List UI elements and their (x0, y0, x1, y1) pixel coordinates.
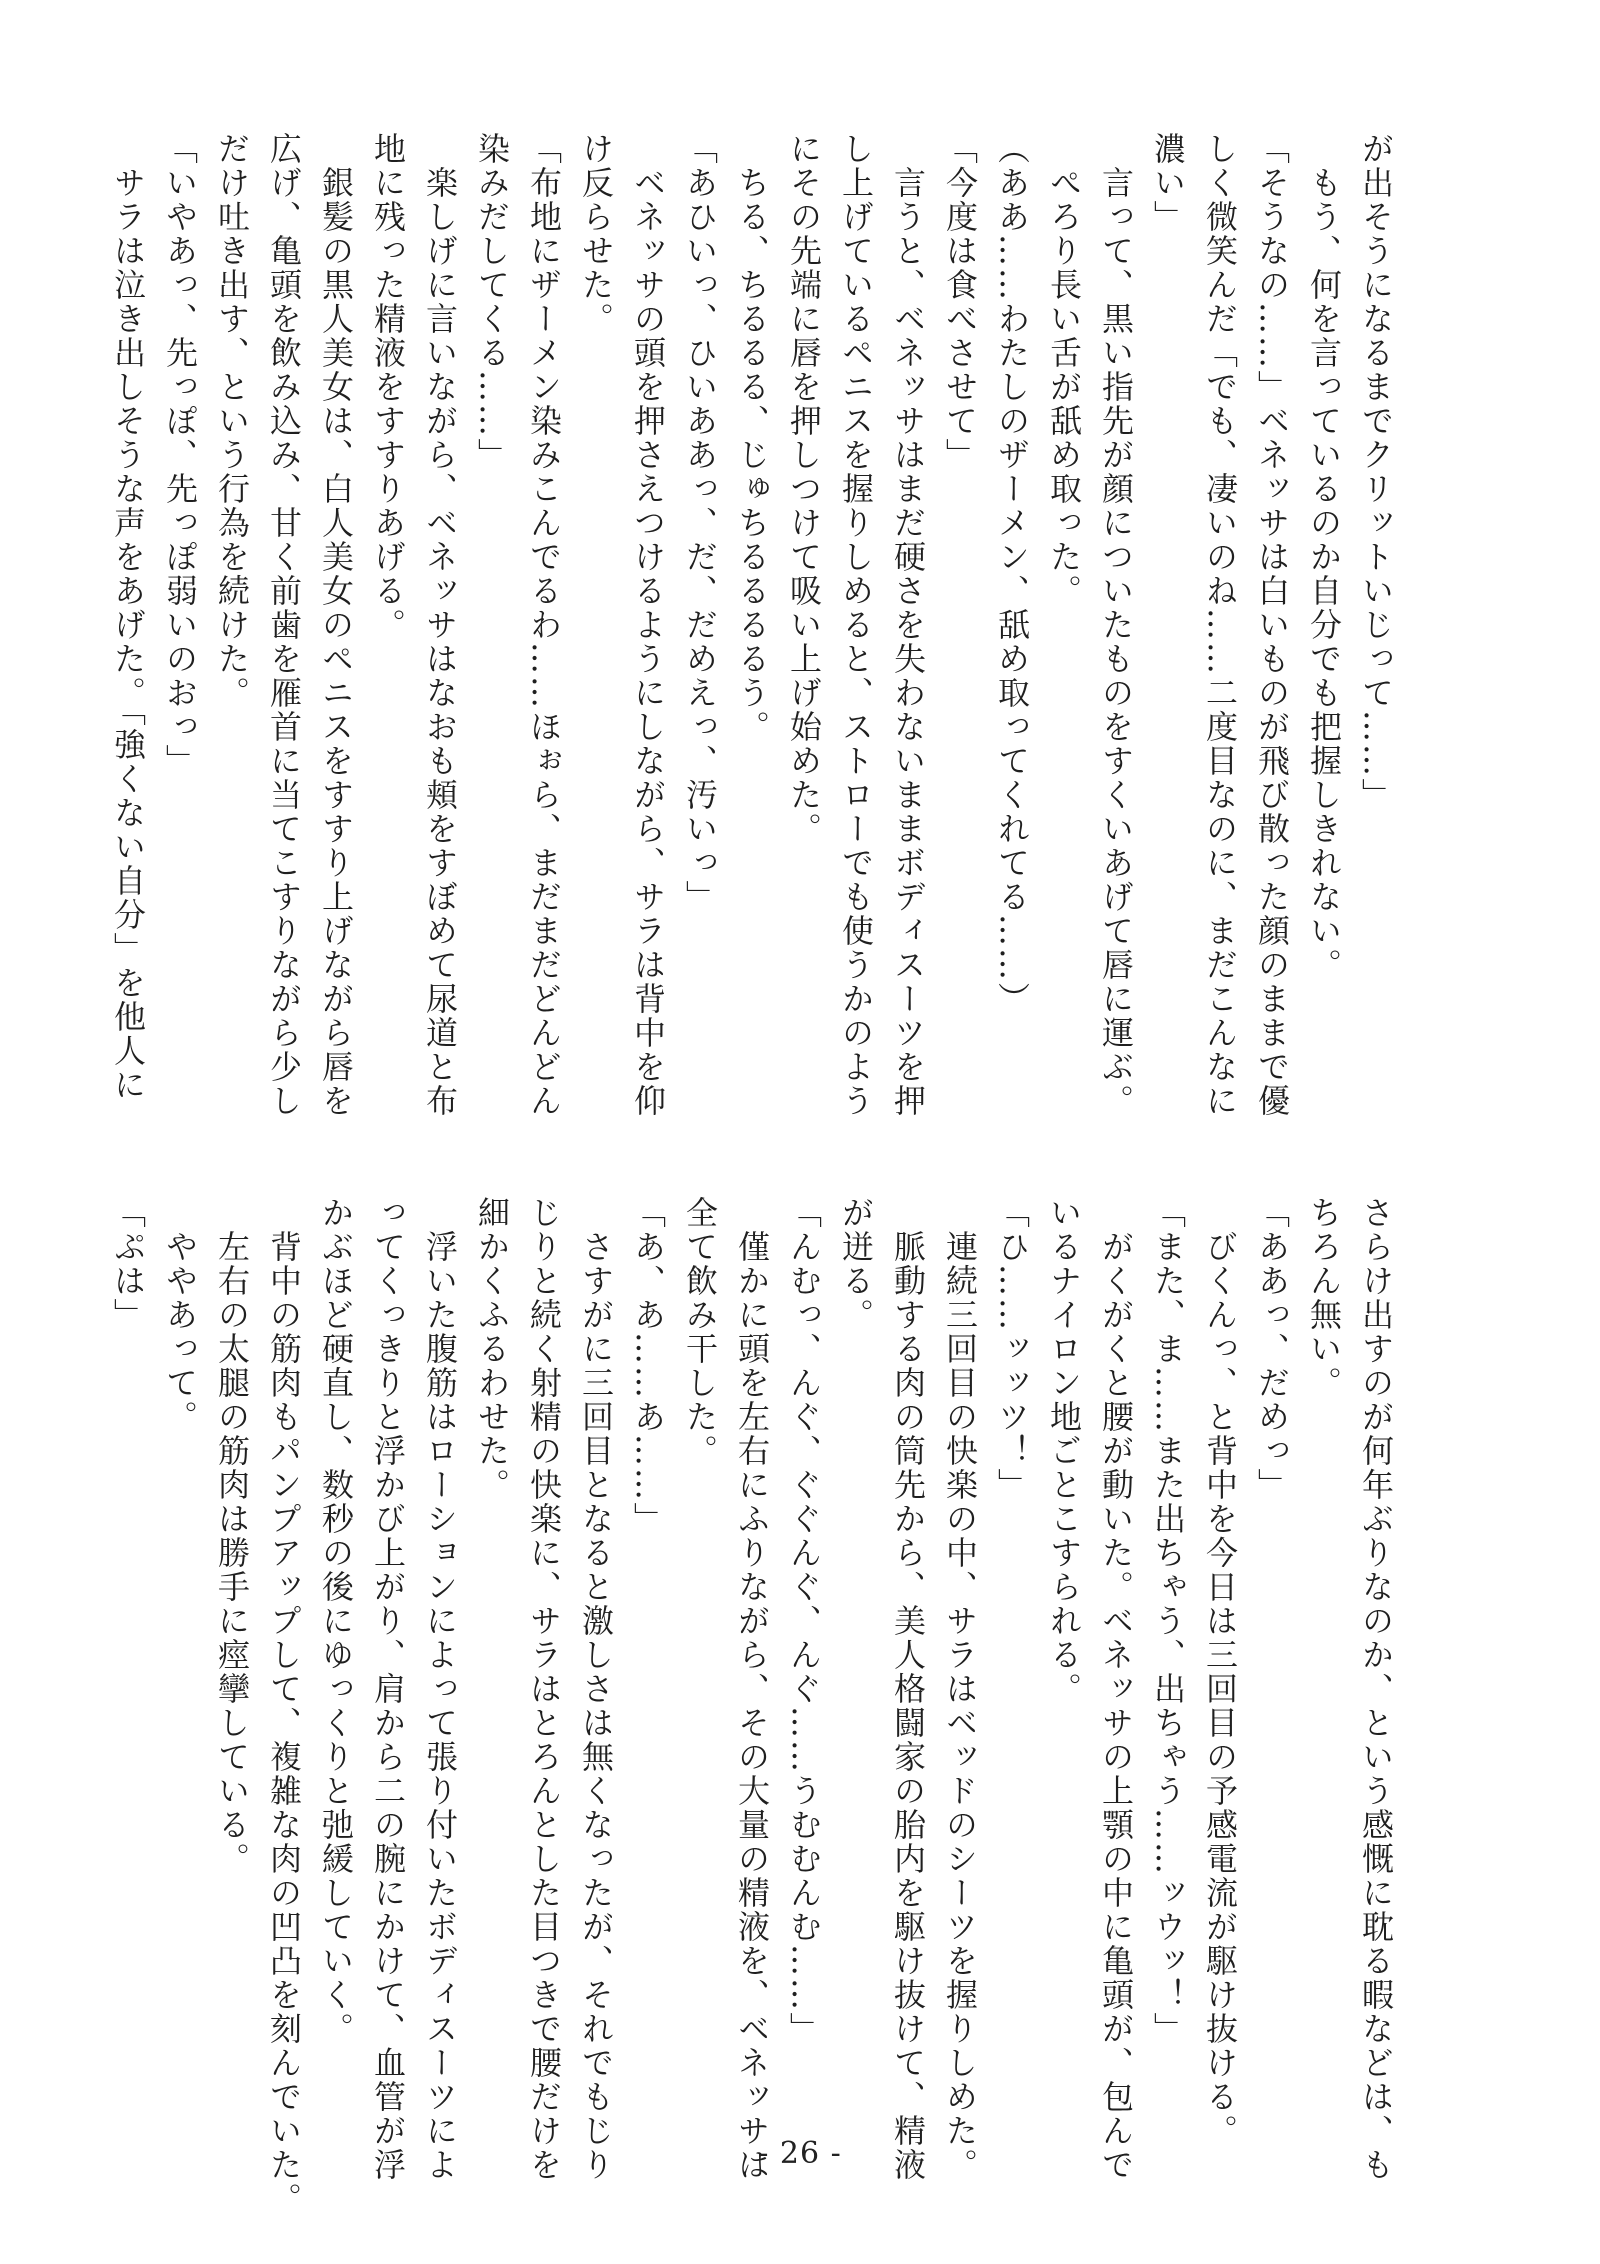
page-number: - 26 - (758, 2136, 842, 2171)
text-column: さらけ出すのが何年ぶりなのか、という感慨に耽る暇などは、も (1357, 1196, 1395, 2182)
text-column: 「また、ま……また出ちゃう、出ちゃう……ッウッ！」 (1149, 1196, 1187, 2046)
text-column: だけ吐き出す、という行為を続けた。 (213, 132, 251, 710)
text-column: にその先端に唇を押しつけて吸い上げ始めた。 (785, 132, 823, 846)
text-column: 細かくふるわせた。 (473, 1196, 511, 1502)
text-column: 「布地にザーメン染みこんでるわ……ほぉら、まだまだどんどん (525, 132, 563, 1118)
lower-text-block (102, 1196, 1402, 2248)
text-column: 「そうなの……」ベネッサは白いものが飛び散った顔のままで優 (1253, 132, 1291, 1118)
text-column: がくがくと腰が動いた。ベネッサの上顎の中に亀頭が、包んで (1097, 1196, 1135, 2182)
text-column: ややあって。 (161, 1196, 199, 1434)
text-column: ってくっきりと浮かび上がり、肩から二の腕にかけて、血管が浮 (369, 1196, 407, 2182)
text-column: 左右の太腿の筋肉は勝手に痙攣している。 (213, 1196, 251, 1876)
text-column: 「ひ……ッッツ！」 (993, 1196, 1031, 1502)
text-column: しく微笑んだ「でも、凄いのね……二度目なのに、まだこんなに (1201, 132, 1239, 1118)
text-column: が出そうになるまでクリットいじって……」 (1357, 132, 1395, 812)
text-column: ちろん無い。 (1305, 1196, 1343, 1400)
text-column: 染みだしてくる……」 (473, 132, 511, 472)
text-column: し上げているペニスを握りしめると、ストローでも使うかのよう (837, 132, 875, 1118)
text-column: 「んむっ、んぐ、ぐぐんぐ、んぐ……うむむんむ……」 (785, 1196, 823, 2046)
text-column: 「ぷは」 (109, 1196, 147, 1332)
text-column: 背中の筋肉もパンプアップして、複雑な肉の凹凸を刻んでいた。 (265, 1196, 303, 2216)
text-column: 「あひいっ、ひいああっ、だ、だめえっ、汚いっ」 (681, 132, 719, 914)
text-column: 連続三回目の快楽の中、サラはベッドのシーツを握りしめた。 (941, 1196, 979, 2182)
text-column: 「今度は食べさせて」 (941, 132, 979, 472)
text-column: 全て飲み干した。 (681, 1196, 719, 1468)
text-column: 「あ、あ……あ……」 (629, 1196, 667, 1536)
text-column: 脈動する肉の筒先から、美人格闘家の胎内を駆け抜けて、精液 (889, 1196, 927, 2182)
text-column: 楽しげに言いながら、ベネッサはなおも頬をすぼめて尿道と布 (421, 132, 459, 1118)
text-column: 濃い」 (1149, 132, 1187, 234)
text-column: もう、何を言っているのか自分でも把握しきれない。 (1305, 132, 1343, 982)
text-column: け反らせた。 (577, 132, 615, 336)
text-column: ぺろり長い舌が舐め取った。 (1045, 132, 1083, 608)
text-column: ちる、ちるるる、じゅちるるるるう。 (733, 132, 771, 744)
text-column: （ああ……わたしのザーメン、舐め取ってくれてる……） (993, 132, 1031, 1016)
text-column: 広げ、亀頭を飲み込み、甘く前歯を雁首に当てこすりながら少し (265, 132, 303, 1118)
text-column: かぶほど硬直し、数秒の後にゆっくりと弛緩していく。 (317, 1196, 355, 2046)
upper-text-block (102, 132, 1402, 1122)
text-column: 言って、黒い指先が顔についたものをすくいあげて唇に運ぶ。 (1097, 132, 1135, 1118)
text-column: が迸る。 (837, 1196, 875, 1332)
text-column: 地に残った精液をすすりあげる。 (369, 132, 407, 642)
text-column: じりと続く射精の快楽に、サラはとろんとした目つきで腰だけを (525, 1196, 563, 2182)
text-column: 銀髪の黒人美女は、白人美女のペニスをすすり上げながら唇を (317, 132, 355, 1118)
text-column: さすがに三回目となると激しさは無くなったが、それでもじり (577, 1196, 615, 2182)
text-column: びくんっ、と背中を今日は三回目の予感電流が駆け抜ける。 (1201, 1196, 1239, 2148)
text-column: いるナイロン地ごとこすられる。 (1045, 1196, 1083, 1706)
text-column: 「ああっ、だめっ」 (1253, 1196, 1291, 1502)
text-column: 浮いた腹筋はローションによって張り付いたボディスーツによ (421, 1196, 459, 2182)
text-column: 言うと、ベネッサはまだ硬さを失わないままボディスーツを押 (889, 132, 927, 1118)
text-column: ベネッサの頭を押さえつけるようにしながら、サラは背中を仰 (629, 132, 667, 1118)
text-column: サラは泣き出しそうな声をあげた。「強くない自分」を他人に (109, 132, 147, 1102)
text-column: 僅かに頭を左右にふりながら、その大量の精液を、ベネッサは (733, 1196, 771, 2182)
text-column: 「いやあっ、先っぽ、先っぽ弱いのおっ」 (161, 132, 199, 778)
